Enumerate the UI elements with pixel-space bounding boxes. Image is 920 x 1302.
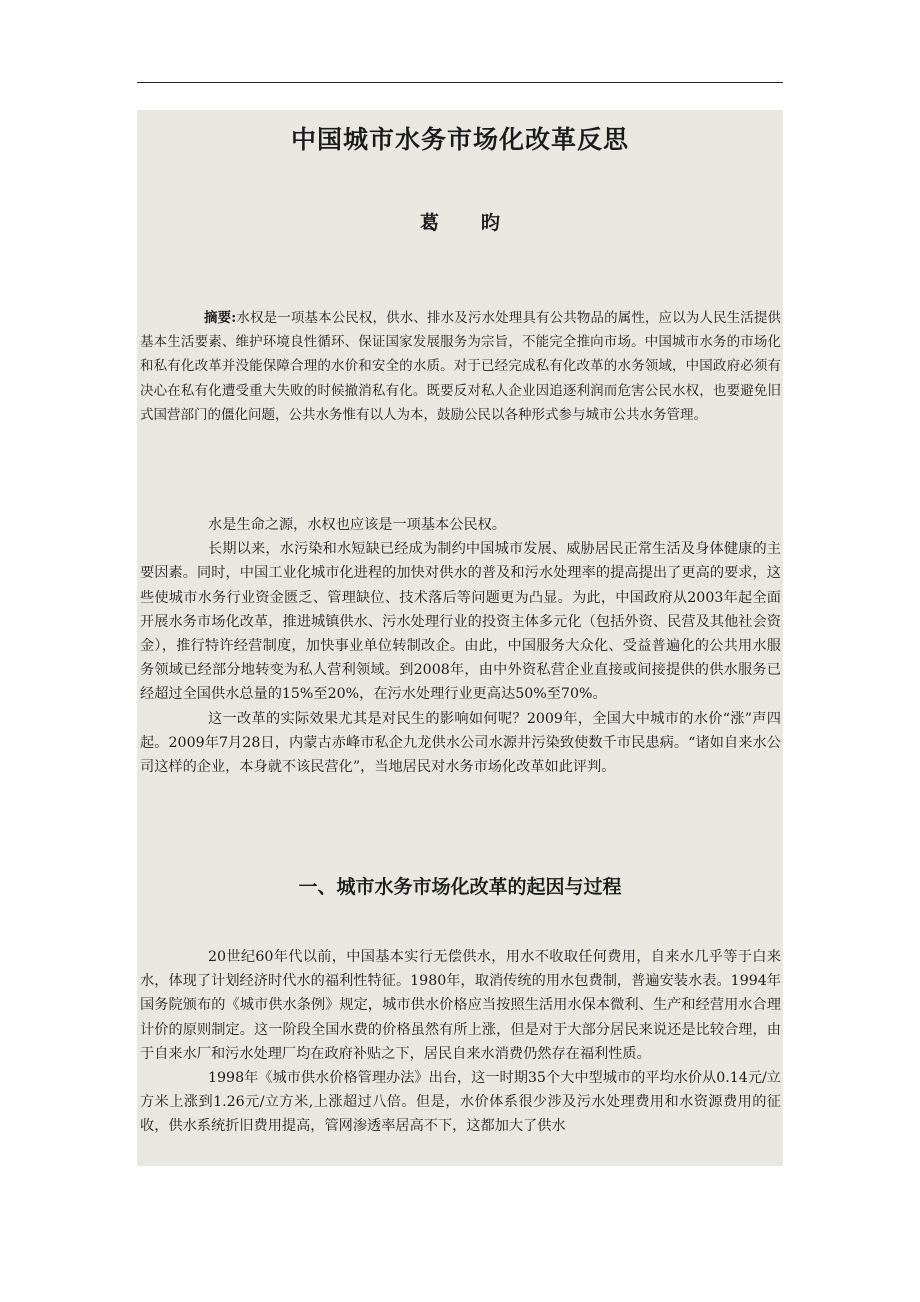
section-paragraph: 20世纪60年代以前，中国基本实行无偿供水，用水不收取任何费用，自来水几乎等于白来水，体现了计划经济时代水的福利性特征。1980年，取消传统的用水包费制，普遍安装水表。1994年国务院颁布的《城市供水条例》规定，城市供水价格应当按照生活用水保本微利、生产和经营用水合理计价的原则制定。这一阶段全国水费的价格虽然有所上涨，但是对于大部分居民来说还是比较合理，由于自来水厂和污水处理厂均在政府补贴之下，居民自来水消费仍然存在福利性质。 <box>140 949 781 1062</box>
article-page <box>137 110 783 1166</box>
abstract <box>140 306 781 427</box>
intro-paragraph: 水是生命之源，水权也应该是一项基本公民权。 <box>208 517 506 533</box>
abstract-text: 水权是一项基本公民权，供水、排水及污水处理具有公共物品的属性，应以为人民生活提供基本生活要素、维护环境良性循环、保证国家发展服务为宗旨，不能完全推向市场。中国城市水务的市场化和私有化改革并没能保障合理的水价和安全的水质。对于已经完成私有化改革的水务领域，中国政府必须有决心在私有化遭受重大失败的时候撤消私有化。既要反对私人企业因追逐利润而危害公民水权，也要避免旧式国营部门的僵化问题，公共水务惟有以人为本，鼓励公民以各种形式参与城市公共水务管理。 <box>140 310 782 423</box>
document-author: 葛昀 <box>419 212 542 234</box>
intro-paragraph: 这一改革的实际效果尤其是对民生的影响如何呢？2009年，全国大中城市的水价“涨”声四起。2009年7月28日，内蒙古赤峰市私企九龙供水公司水源井污染致使数千市民患病。“诸如自来水公司这样的企业，本身就不该民营化”，当地居民对水务市场化改革如此评判。 <box>140 710 781 776</box>
section-1-body <box>140 945 781 1139</box>
header-rule <box>137 82 783 83</box>
intro-paragraph: 长期以来，水污染和水短缺已经成为制约中国城市发展、威胁居民正常生活及身体健康的主要因素。同时，中国工业化城市化进程的加快对供水的普及和污水处理率的提高提出了更高的要求，这些使城市水务行业资金匮乏、管理缺位、技术落后等问题更为凸显。为此，中国政府从2003年起全面开展水务市场化改革，推进城镇供水、污水处理行业的投资主体多元化（包括外资、民营及其他社会资金），推行特许经营制度，加快事业单位转制改企。由此，中国服务大众化、受益普遍化的公共用水服务领域已经部分地转变为私人营利领域。到2008年，由中外资私营企业直接或间接提供的供水服务已经超过全国供水总量的15%至20%，在污水处理行业更高达50%至70%。 <box>140 541 781 703</box>
intro-section <box>140 513 781 779</box>
section-heading: 一、城市水务市场化改革的起因与过程 <box>298 876 622 898</box>
section-paragraph: 1998年《城市供水价格管理办法》出台，这一时期35个大中型城市的平均水价从0.14元/立方米上涨到1.26元/立方米,上涨超过八倍。但是，水价体系很少涉及污水处理费用和水资源费用的征收，供水系统折旧费用提高，管网渗透率居高不下，这都加大了供水 <box>140 1070 781 1135</box>
abstract-label: 摘要: <box>204 310 237 326</box>
document-title: 中国城市水务市场化改革反思 <box>290 125 629 154</box>
